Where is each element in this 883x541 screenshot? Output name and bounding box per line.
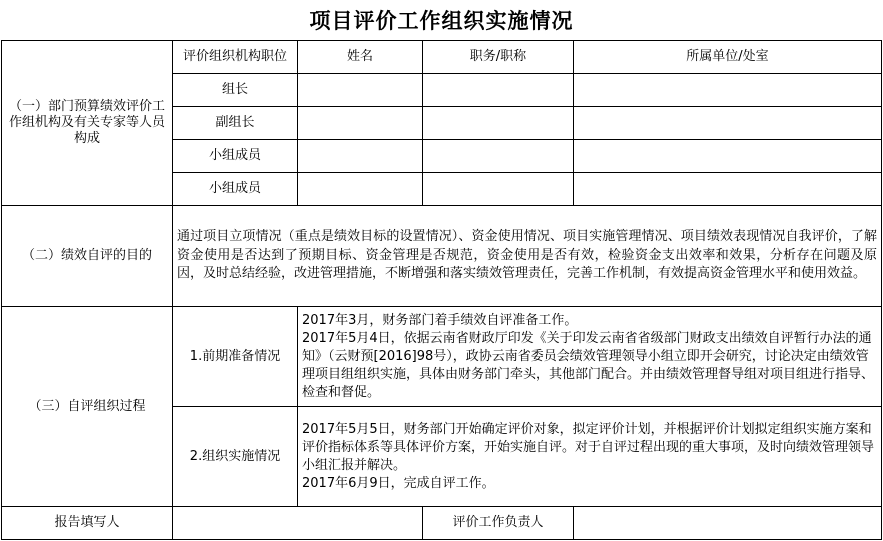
purpose-text: 通过项目立项情况（重点是绩效目标的设置情况）、资金使用情况、项目实施管理情况、项目绩效表现情况自我评价，了解资金使用是否达到了预期目标、资金管理是否规范，资金使用是否有效，检验资金支出效率和效果，分析存在问题及原因，及时总结经验，改进管理措施，不断增强和落实绩效管理责任，完善工作机制，有效提高资金管理水平和使用效益。 — [173, 206, 882, 307]
header-position: 评价组织机构职位 — [173, 41, 298, 74]
responsible-value-cell[interactable] — [574, 507, 882, 540]
header-row — [2, 41, 882, 74]
member-job-title-cell[interactable] — [423, 173, 574, 206]
header-job-title: 职务/职称 — [423, 41, 574, 74]
member-name-cell[interactable] — [298, 140, 423, 173]
stage-description — [298, 307, 882, 407]
member-unit-cell[interactable] — [574, 107, 882, 140]
filler-label: 报告填写人 — [2, 507, 173, 540]
member-job-title-cell[interactable] — [423, 140, 574, 173]
member-job-title-cell[interactable] — [423, 74, 574, 107]
member-position: 小组成员 — [173, 140, 298, 173]
page-title: 项目评价工作组织实施情况 — [309, 9, 574, 33]
responsible-label: 评价工作负责人 — [423, 507, 574, 540]
member-job-title-cell[interactable] — [423, 107, 574, 140]
stage-line: 2017年5月4日，依据云南省财政厅印发《关于印发云南省省级部门财政支出绩效自评暂行办法的通知》（云财预[2016]98号），政协云南省委员会绩效管理领导小组立即开会研究，讨论决定由绩效管理项目组组织实施，具体由财务部门牵头，其他部门配合。并由绩效管理督导组对项目组进行指导、检查和督促。 — [302, 330, 875, 400]
header-unit: 所属单位/处室 — [574, 41, 882, 74]
member-position: 组长 — [173, 74, 298, 107]
filler-value-cell[interactable] — [173, 507, 423, 540]
stage-line: 2017年6月9日，完成自评工作。 — [302, 475, 495, 491]
member-position: 副组长 — [173, 107, 298, 140]
member-unit-cell[interactable] — [574, 74, 882, 107]
section2-label: （二）绩效自评的目的 — [2, 206, 173, 307]
footer-row — [2, 507, 882, 540]
process-row — [2, 307, 882, 407]
section3-label: （三）自评组织过程 — [2, 307, 173, 507]
purpose-row — [2, 206, 882, 307]
stage-label: 2.组织实施情况 — [173, 407, 298, 507]
member-unit-cell[interactable] — [574, 140, 882, 173]
evaluation-table — [1, 40, 882, 540]
stage-line: 2017年3月，财务部门着手绩效自评准备工作。 — [302, 312, 578, 328]
section1-label: （一）部门预算绩效评价工作组机构及有关专家等人员构成 — [2, 41, 173, 206]
header-name: 姓名 — [298, 41, 423, 74]
stage-description — [298, 407, 882, 507]
member-name-cell[interactable] — [298, 173, 423, 206]
stage-line: 2017年5月5日，财务部门开始确定评价对象，拟定评价计划，并根据评价计划拟定组织实施方案和评价指标体系等具体评价方案，开始实施自评。对于自评过程出现的重大事项，及时向绩效管理领导小组汇报并解决。 — [302, 421, 875, 473]
member-unit-cell[interactable] — [574, 173, 882, 206]
member-name-cell[interactable] — [298, 107, 423, 140]
stage-label: 1.前期准备情况 — [173, 307, 298, 407]
member-position: 小组成员 — [173, 173, 298, 206]
member-name-cell[interactable] — [298, 74, 423, 107]
